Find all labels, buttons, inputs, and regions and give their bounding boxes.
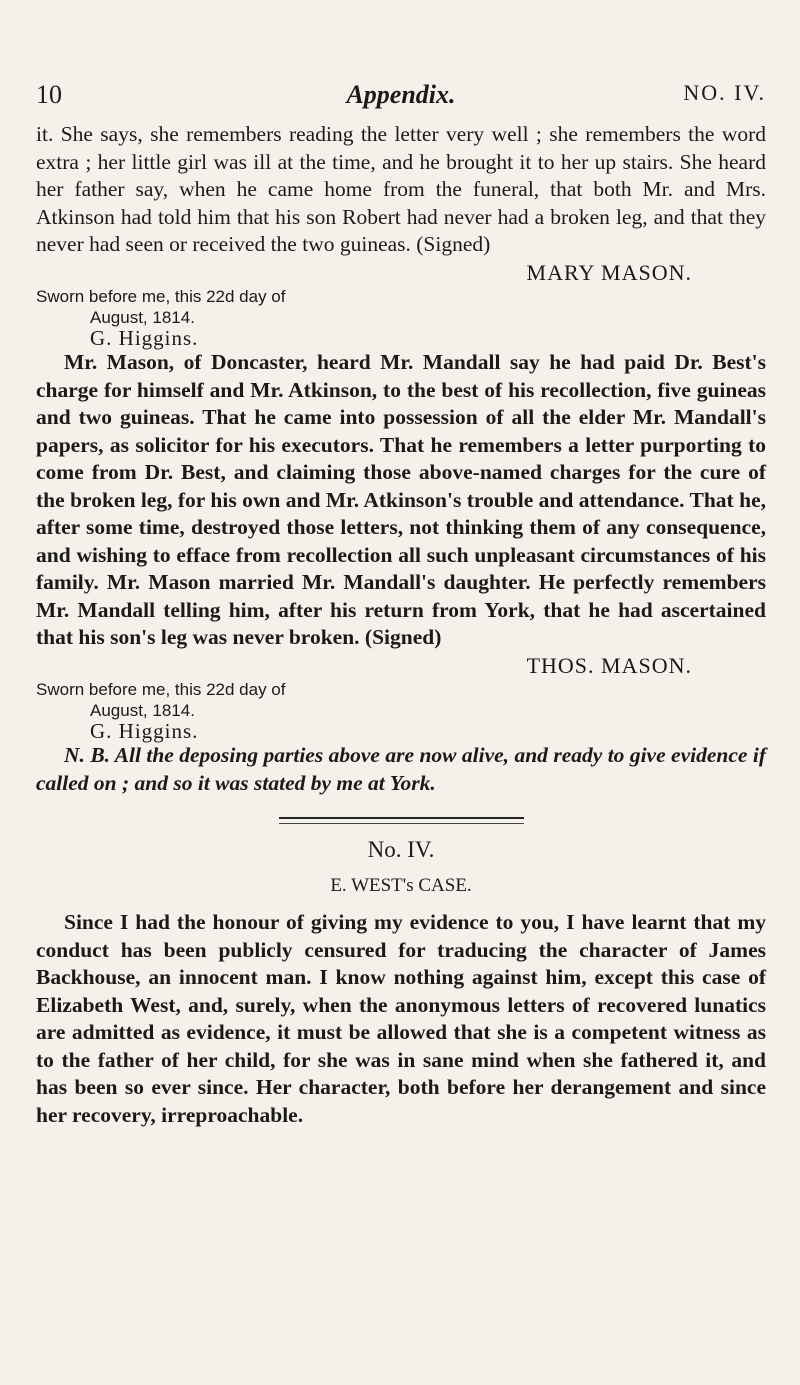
running-title: Appendix. (346, 80, 456, 109)
sworn-block-1 (36, 286, 766, 349)
sworn-line: Sworn before me, this 22d day of (36, 680, 286, 699)
sworn-date: August, 1814. (90, 308, 195, 327)
sworn-date: August, 1814. (90, 701, 195, 720)
section-marker: NO. IV. (683, 80, 766, 105)
page-number: 10 (36, 80, 62, 109)
sworn-block-2 (36, 679, 766, 742)
signature-mary-mason: MARY MASON. (526, 259, 692, 285)
section-divider (279, 817, 524, 824)
deposition-mary-mason: it. She says, she remembers reading the letter very well ; she remembers the word extra ; her little girl was ill at the time, and he brought it to her up stairs. She heard her father say, when he came home from the funeral, that both Mr. and Mrs. Atkinson had told him that his son Robert had never had a broken leg, and that they never had seen or received the two guineas. (Signed) (36, 122, 766, 256)
signature-thos-mason: THOS. MASON. (526, 652, 692, 678)
section-number: No. IV. (367, 837, 435, 862)
running-header (36, 80, 766, 114)
magistrate-name: G. Higgins. (90, 719, 199, 743)
west-case-text: Since I had the honour of giving my evidence to you, I have learnt that my conduct has been publicly censured for traducing the character of James Backhouse, an innocent man. I know nothing against him, except this case of Elizabeth West, and, surely, when the anonymous letters of recovered lunatics are admitted as evidence, it must be allowed that she is a competent witness as to the father of her child, for she was in sane mind when she fathered it, and has been so ever since. Her character, both before her derangement and since her recovery, irreproachable. (36, 910, 766, 1127)
magistrate-name: G. Higgins. (90, 326, 199, 350)
deposition-thos-mason: Mr. Mason, of Doncaster, heard Mr. Mandall say he had paid Dr. Best's charge for himself and Mr. Atkinson, to the best of his recollection, five guineas and two guineas. That he came into possession of all the elder Mr. Mandall's papers, as solicitor for his executors. That he remembers a letter purporting to come from Dr. Best, and claiming those above-named charges for the cure of the broken leg, for his own and Mr. Atkinson's trouble and attendance. That he, after some time, destroyed those letters, not thinking them of any consequence, and wishing to efface from recollection all such unpleasant circumstances of his family. Mr. Mason married Mr. Mandall's daughter. He perfectly remembers Mr. Mandall telling him, after his return from York, that he had ascertained that his son's leg was never broken. (Signed) (36, 350, 766, 649)
page-body (36, 121, 766, 1129)
sworn-line: Sworn before me, this 22d day of (36, 287, 286, 306)
nota-bene: N. B. All the deposing parties above are now alive, and ready to give evidence if called on ; and so it was stated by me at York. (36, 743, 766, 795)
section-title: E. WEST's CASE. (330, 874, 472, 896)
